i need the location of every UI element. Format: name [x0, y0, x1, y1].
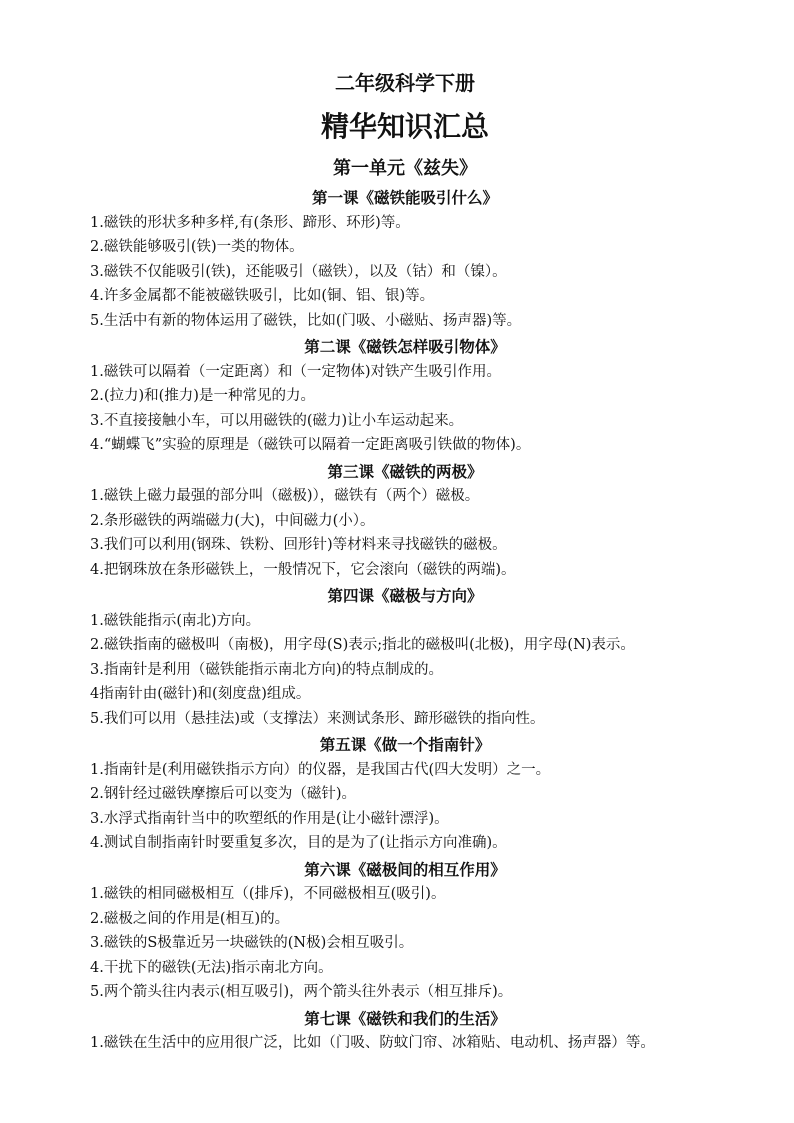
lesson-1-item: 2.磁铁能够吸引(铁)一类的物体。 [90, 239, 304, 255]
lesson-3-item: 3.我们可以利用(钢珠、铁粉、回形针)等材料来寻找磁铁的磁极。 [90, 537, 507, 553]
lesson-4-title: 第四课《磁极与方向》 [327, 587, 483, 605]
lesson-3-item: 2.条形磁铁的两端磁力(大)，中间磁力(小）。 [90, 512, 375, 529]
lesson-4-item: 1.磁铁能指示(南北)方向。 [90, 612, 261, 629]
lesson-2-item: 3.不直接接触小车，可以用磁铁的(磁力)让小车运动起来。 [90, 412, 464, 429]
lesson-4-item: 5.我们可以用（悬挂法)或（支撑法）来测试条形、蹄形磁铁的指向性。 [90, 710, 545, 727]
lesson-6-item: 5.两个箭头往内表示(相互吸引)，两个箭头往外表示（相互排斥)。 [90, 984, 513, 1000]
lesson-5-item: 4.测试自制指南针时要重复多次，目的是为了(让指示方向准确)。 [90, 835, 507, 851]
lesson-5-item: 3.水浮式指南针当中的吹塑纸的作用是(让小磁针漂浮)。 [90, 810, 449, 827]
lesson-6-title: 第六课《磁极间的相互作用》 [304, 860, 506, 879]
lesson-2-item: 2.(拉力)和(推力)是一种常见的力。 [90, 388, 315, 404]
lesson-5-item: 2.钢针经过磁铁摩擦后可以变为（磁针)。 [90, 786, 356, 802]
lesson-5-title: 第五课《做一个指南针》 [319, 736, 491, 754]
main-title: 精华知识汇总 [320, 110, 489, 143]
lesson-2-item: 4.“蝴蝶飞”实验的原理是（磁铁可以隔着一定距离吸引铁做的物体)。 [90, 437, 531, 453]
lesson-4-item: 2.磁铁指南的磁极叫（南极)，用字母(S)表示;指北的磁极叫(北极)，用字母(N)表示。 [90, 637, 635, 653]
lesson-6-item: 3.磁铁的S极靠近另一块磁铁的(N极)会相互吸引。 [90, 935, 414, 951]
lesson-6-item: 1.磁铁的相同磁极相互（(排斥)，不同磁极相互(吸引)。 [90, 886, 446, 902]
lesson-6-item: 2.磁极之间的作用是(相互)的。 [90, 910, 290, 927]
lesson-1-item: 1.磁铁的形状多种多样,有(条形、蹄形、环形)等。 [90, 214, 410, 231]
lesson-3-item: 4.把钢珠放在条形磁铁上，一般情况下，它会滚向（磁铁的两端)。 [90, 561, 516, 578]
lesson-7-title: 第七课《磁铁和我们的生活》 [304, 1009, 506, 1028]
lesson-4-item: 4指南针由(磁针)和(刻度盘)组成。 [90, 686, 311, 702]
lesson-6-item: 4.干扰下的磁铁(无法)指示南北方向。 [90, 959, 333, 976]
lesson-4-item: 3.指南针是利用（磁铁能指示南北方向)的特点制成的。 [90, 661, 443, 678]
lesson-2-item: 1.磁铁可以隔着（一定距离）和（一定物体)对铁产生吸引作用。 [90, 363, 501, 380]
document-body [90, 66, 720, 1056]
lesson-1-item: 5.生活中有新的物体运用了磁铁，比如(门吸、小磁贴、扬声器)等。 [90, 312, 522, 329]
lesson-1-item: 4.许多金属都不能被磁铁吸引，比如(铜、铝、银)等。 [90, 288, 435, 304]
lesson-7-item: 1.磁铁在生活中的应用很广泛，比如（门吸、防蚊门帘、冰箱贴、电动机、扬声器）等。 [90, 1035, 655, 1051]
lesson-3-title: 第三课《磁铁的两极》 [327, 462, 483, 481]
lesson-5-item: 1.指南针是(利用磁铁指示方向）的仪器，是我国古代(四大发明）之一。 [90, 761, 551, 778]
lesson-1-title: 第一课《磁铁能吸引什么》 [311, 189, 498, 207]
grade-title: 二年级科学下册 [335, 71, 475, 95]
lesson-2-title: 第二课《磁铁怎样吸引物体》 [304, 338, 506, 356]
lesson-1-item: 3.磁铁不仅能吸引(铁)，还能吸引（磁铁），以及（钴）和（镍）。 [90, 263, 507, 280]
unit-title: 第一单元《兹失》 [333, 158, 477, 179]
lesson-3-item: 1.磁铁上磁力最强的部分叫（磁极)），磁铁有（两个）磁极。 [90, 488, 480, 504]
